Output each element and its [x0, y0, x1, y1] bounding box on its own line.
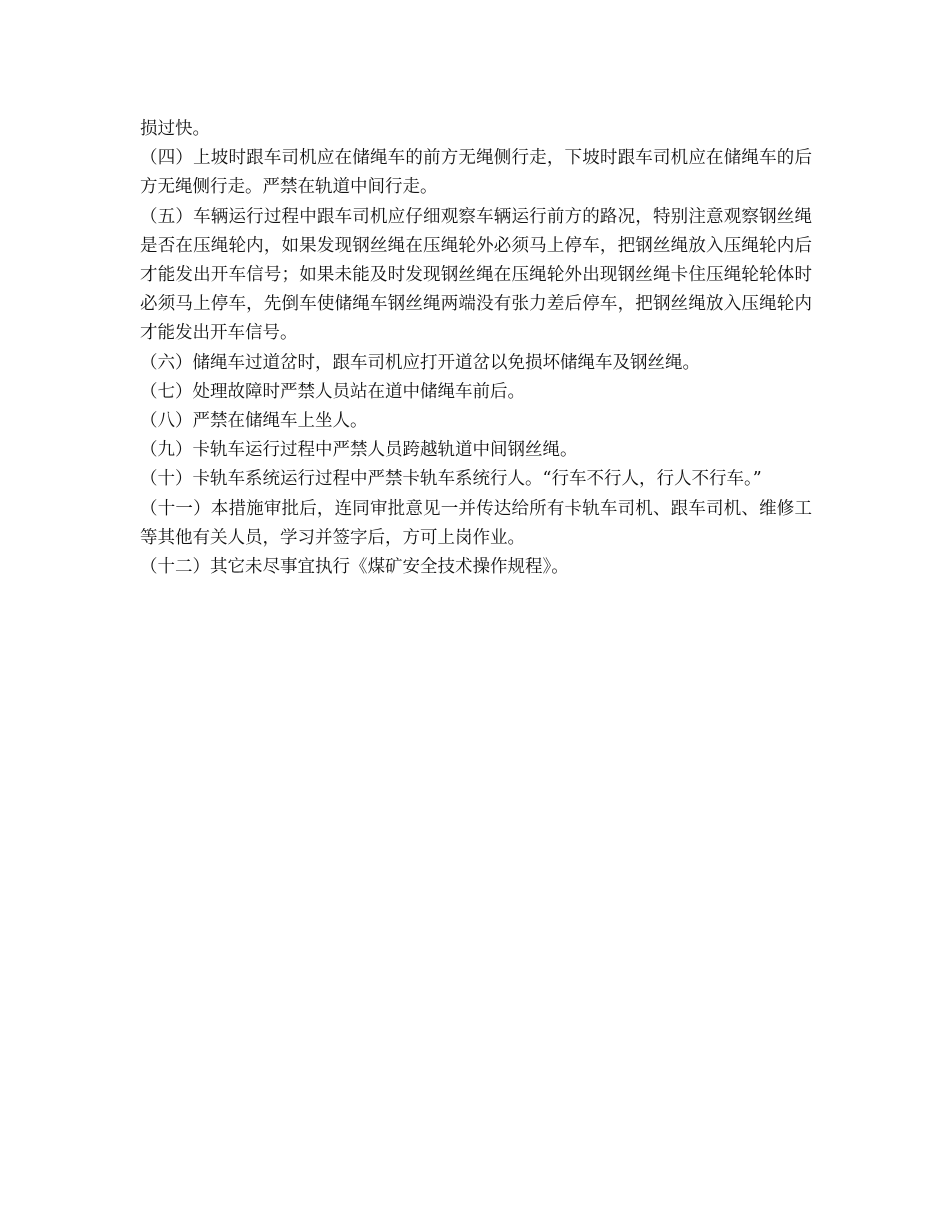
- paragraph-item-12: （十二）其它未尽事宜执行《煤矿安全技术操作规程》。: [140, 557, 569, 578]
- paragraph-item-11: （十一）本措施审批后，连同审批意见一并传达给所有卡轨车司机、跟车司机、维修工等其他有关人员，学习并签字后，方可上岗作业。: [140, 498, 812, 548]
- paragraph-item-10: （十）卡轨车系统运行过程中严禁卡轨车系统行人。“行车不行人，行人不行车。”: [140, 469, 762, 490]
- paragraph-item-9: （九）卡轨车运行过程中严禁人员跨越轨道中间钢丝绳。: [140, 440, 578, 461]
- paragraph-item-8: （八）严禁在储绳车上坐人。: [140, 411, 368, 432]
- paragraph-item-5: （五）车辆运行过程中跟车司机应仔细观察车辆运行前方的路况，特别注意观察钢丝绳是否在压绳轮内，如果发现钢丝绳在压绳轮外必须马上停车，把钢丝绳放入压绳轮内后才能发出开车信号；如果未能及时发现钢丝绳在压绳轮外出现钢丝绳卡住压绳轮轮体时必须马上停车，先倒车使储绳车钢丝绳两端没有张力差后停车，把钢丝绳放入压绳轮内才能发出开车信号。: [140, 206, 812, 344]
- paragraph-item-7: （七）处理故障时严禁人员站在道中储绳车前后。: [140, 381, 525, 402]
- paragraph-item-4: （四）上坡时跟车司机应在储绳车的前方无绳侧行走，下坡时跟车司机应在储绳车的后方无绳侧行走。严禁在轨道中间行走。: [140, 148, 812, 198]
- document-body: [140, 115, 812, 582]
- paragraph-item-6: （六）储绳车过道岔时，跟车司机应打开道岔以免损坏储绳车及钢丝绳。: [140, 352, 700, 373]
- paragraph-continuation: 损过快。: [140, 119, 210, 139]
